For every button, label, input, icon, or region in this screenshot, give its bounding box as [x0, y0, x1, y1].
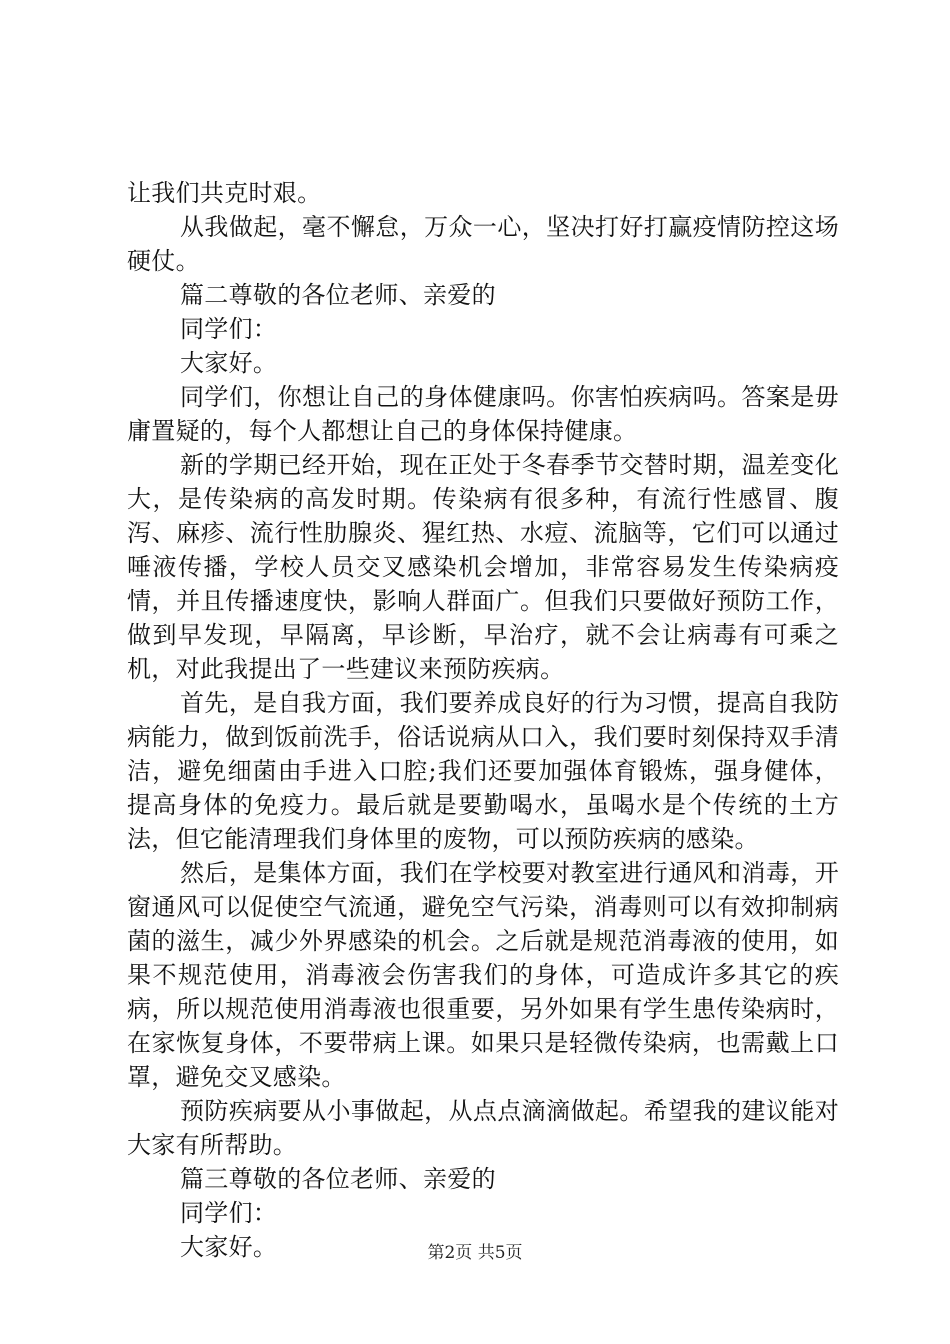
greeting: 大家好。	[180, 349, 278, 377]
section-heading: 篇三尊敬的各位老师、亲爱的	[180, 1165, 496, 1193]
section-heading: 篇二尊敬的各位老师、亲爱的	[180, 281, 496, 309]
document-body	[127, 176, 839, 1264]
paragraph: 首先，是自我方面，我们要养成良好的行为习惯，提高自我防病能力，做到饭前洗手，俗话说病从口入，我们要时刻保持双手清洁，避免细菌由手进入口腔;我们还要加强体育锻炼，强身健体，提高身体的免疫力。最后就是要勤喝水，虽喝水是个传统的土方法，但它能清理我们身体里的废物，可以预防疾病的感染。	[127, 689, 839, 853]
paragraph: 让我们共克时艰。	[127, 179, 322, 207]
greeting: 大家好。	[180, 1233, 278, 1261]
paragraph: 同学们，你想让自己的身体健康吗。你害怕疾病吗。答案是毋庸置疑的，每个人都想让自己的身体保持健康。	[127, 383, 839, 445]
salutation: 同学们：	[180, 1199, 278, 1227]
paragraph: 然后，是集体方面，我们在学校要对教室进行通风和消毒，开窗通风可以促使空气流通，避免空气污染，消毒则可以有效抑制病菌的滋生，减少外界感染的机会。之后就是规范消毒液的使用，如果不规范使用，消毒液会伤害我们的身体，可造成许多其它的疾病，所以规范使用消毒液也很重要，另外如果有学生患传染病时，在家恢复身体，不要带病上课。如果只是轻微传染病，也需戴上口罩，避免交叉感染。	[127, 859, 839, 1091]
paragraph: 新的学期已经开始，现在正处于冬春季节交替时期，温差变化大，是传染病的高发时期。传染病有很多种，有流行性感冒、腹泻、麻疹、流行性肋腺炎、猩红热、水痘、流脑等，它们可以通过唾液传播，学校人员交叉感染机会增加，非常容易发生传染病疫情，并且传播速度快，影响人群面广。但我们只要做好预防工作，做到早发现，早隔离，早诊断，早治疗，就不会让病毒有可乘之机，对此我提出了一些建议来预防疾病。	[127, 451, 839, 683]
paragraph: 预防疾病要从小事做起，从点点滴滴做起。希望我的建议能对大家有所帮助。	[127, 1097, 839, 1159]
page-number-footer: 第2页 共5页	[427, 1243, 523, 1263]
paragraph: 从我做起，毫不懈怠，万众一心，坚决打好打赢疫情防控这场硬仗。	[127, 213, 839, 275]
salutation: 同学们：	[180, 315, 278, 343]
